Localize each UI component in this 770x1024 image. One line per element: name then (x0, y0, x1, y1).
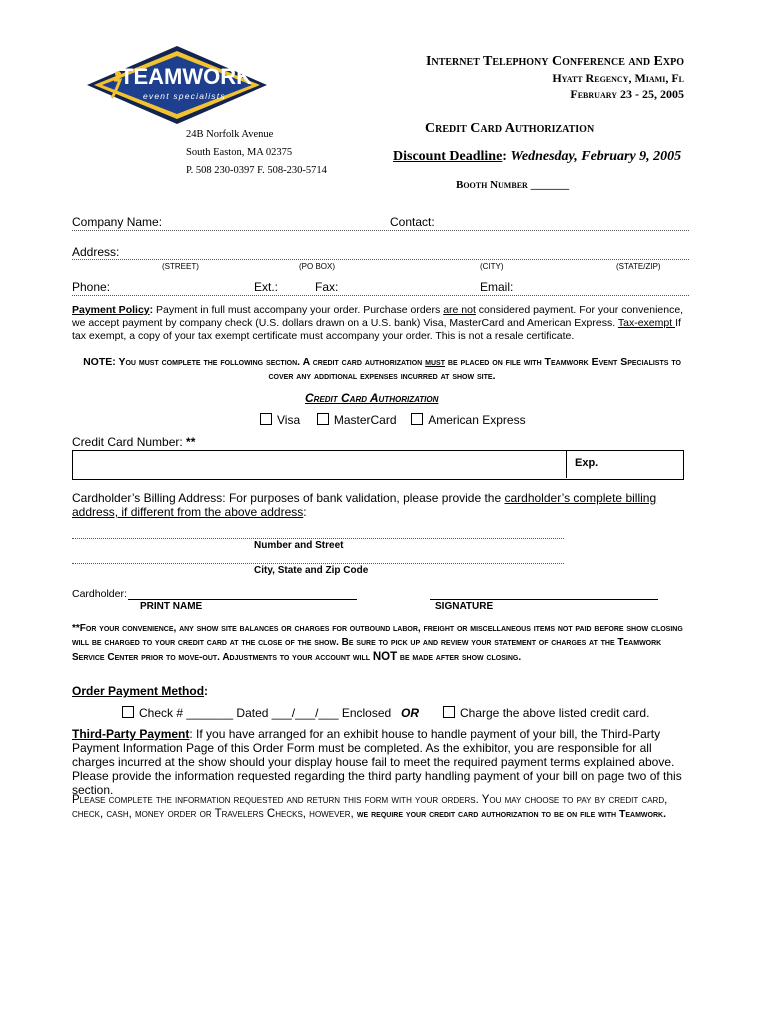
email-label: Email: (480, 280, 514, 294)
convenience-note: **For your convenience, any show site balances or charges for outbound labor, freight or miscellaneous items not paid before show closing will be charged to your credit card at the close of the show. Be sure to pick up and review your statement of charges at the Teamwork Service Center prior to move-out. Adjustments to your account will NOT be made after show closing. (72, 623, 683, 663)
policy-label: Payment Policy (72, 304, 150, 316)
billing-text: Cardholder’s Billing Address: For purposes of bank validation, please provide the cardholder’s complete billing address, if different from the above address: (72, 491, 657, 519)
address-phone: P. 508 230-0397 F. 508-230-5714 (186, 165, 327, 176)
cc-number-label: Credit Card Number: ** (72, 435, 196, 449)
charge-box[interactable] (443, 706, 455, 718)
sub-statezip: (STATE/ZIP) (616, 262, 661, 271)
booth-number (456, 179, 569, 191)
address-street: 24B Norfolk Avenue (186, 129, 274, 140)
charge-option[interactable]: Charge the above listed credit card. (443, 706, 649, 720)
cardholder-label: Cardholder: (72, 588, 127, 600)
booth-blank[interactable]: _______ (530, 179, 570, 191)
conference-title: Internet Telephony Conference and Expo (425, 54, 684, 69)
address-label: Address: (72, 245, 120, 259)
exp-label: Exp. (575, 457, 599, 469)
ext-label: Ext.: (254, 280, 279, 294)
note: NOTE: You must complete the following section. A credit card authorization must be placed on file with Teamwork Event Specialists to cover any additional expenses incurred at show site. (83, 356, 681, 382)
venue: Hyatt Regency, Miami, Fl (552, 71, 684, 85)
payment-policy: Payment Policy: Payment in full must accompany your order. Purchase orders are not considered payment. For your convenience, we accept payment by company check (U.S. dollars drawn on a U.S. bank) Visa, MasterCard and American Express. Tax-exempt If tax exempt, a copy of your tax exempt certificate must accompany your order. This is not a resale certificate. (72, 304, 684, 342)
address-city: South Easton, MA 02375 (186, 147, 293, 158)
booth-label: Booth Number (456, 179, 528, 191)
visa-checkbox[interactable]: Visa (260, 413, 300, 427)
contact-label: Contact: (390, 215, 435, 229)
phone-line[interactable] (72, 295, 689, 296)
discount-date: Wednesday, February 9, 2005 (510, 149, 682, 164)
amex-box[interactable] (411, 413, 423, 425)
visa-box[interactable] (260, 413, 272, 425)
mastercard-checkbox[interactable]: MasterCard (317, 413, 397, 427)
closing-text: Please complete the information requested and return this form with your orders. You may choose to pay by credit card, check, cash, money order or Travelers Checks, however, we require your credit card authorization to be on file with Teamwork. (72, 794, 668, 820)
city-state-line[interactable] (72, 563, 564, 564)
number-street-line[interactable] (72, 538, 564, 539)
number-street-label: Number and Street (254, 540, 344, 551)
logo-tagline: event specialists (143, 91, 226, 101)
print-name-label: PRINT NAME (140, 601, 203, 612)
third-party-text: Third-Party Payment: If you have arranged for an exhibit house to handle payment of your bill, the Third-Party Payment Information Page of this Order Form must be completed. As the exhibitor, you are responsible for all charges incurred at the show should your display house fail to meet the required payment terms explained above. Please provide the information requested regarding the third party handling payment of your bill on page two of this section. (72, 727, 682, 797)
sub-street: (STREET) (162, 262, 199, 271)
address-line[interactable] (72, 259, 689, 260)
amex-checkbox[interactable]: American Express (411, 413, 525, 427)
cardholder-name-line[interactable] (128, 599, 357, 600)
discount-label: Discount Deadline (393, 149, 503, 164)
note-label: NOTE: (83, 356, 116, 368)
company-label: Company Name: (72, 215, 163, 229)
signature-line[interactable] (430, 599, 658, 600)
logo-brand: TEAMWORK (120, 64, 252, 89)
order-payment-label: Order Payment Method: (72, 684, 209, 698)
fax-label: Fax: (315, 280, 339, 294)
signature-label: SIGNATURE (435, 601, 494, 612)
company-line[interactable] (72, 230, 689, 231)
check-box[interactable] (122, 706, 134, 718)
cc-title: Credit Card Authorization (305, 391, 439, 405)
check-option[interactable]: Check # _______ Dated ___/___/___ Enclosed (122, 706, 391, 720)
city-state-label: City, State and Zip Code (254, 565, 369, 576)
or-label: OR (401, 706, 419, 720)
discount-deadline: Discount Deadline: Wednesday, February 9, 2005 (393, 149, 682, 164)
phone-label: Phone: (72, 280, 111, 294)
mastercard-box[interactable] (317, 413, 329, 425)
form-title: Credit Card Authorization (425, 121, 595, 136)
event-dates: February 23 - 25, 2005 (570, 87, 684, 101)
card-types (260, 413, 526, 427)
sub-city: (CITY) (480, 262, 504, 271)
sub-pobox: (PO BOX) (299, 262, 336, 271)
third-party-label: Third-Party Payment (72, 727, 190, 741)
